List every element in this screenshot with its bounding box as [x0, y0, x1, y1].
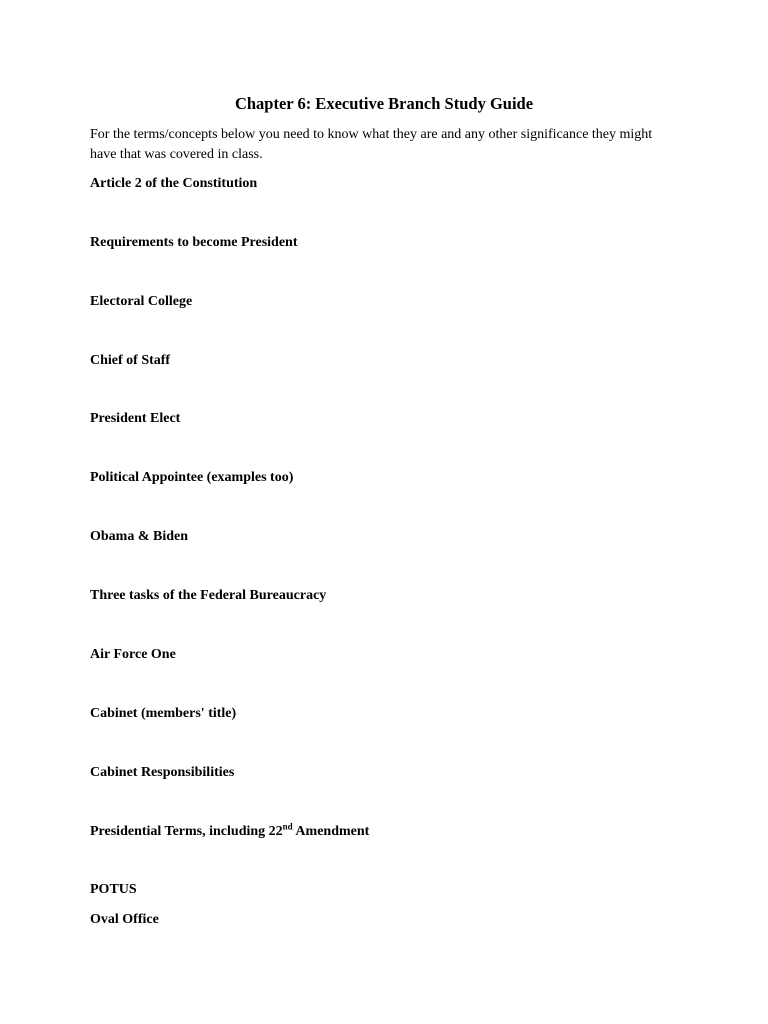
term-item: Cabinet (members' title): [90, 706, 237, 721]
term-item: POTUS: [90, 882, 137, 897]
term-item: Article 2 of the Constitution: [90, 176, 258, 191]
term-item: Obama & Biden: [90, 529, 189, 544]
ordinal-suffix: nd: [282, 821, 293, 832]
term-item: Electoral College: [90, 294, 193, 309]
term-item: President Elect: [90, 411, 181, 426]
term-item-presidential-terms: [90, 823, 369, 841]
term-text-end: Amendment: [292, 824, 370, 839]
term-item: Three tasks of the Federal Bureaucracy: [90, 588, 327, 603]
term-item: Air Force One: [90, 647, 176, 662]
intro-paragraph: For the terms/concepts below you need to know what they are and any other significance they might have that was covered in class.: [90, 127, 653, 162]
term-item: Chief of Staff: [90, 353, 171, 368]
term-item: Requirements to become President: [90, 235, 298, 250]
page-title: Chapter 6: Executive Branch Study Guide: [234, 94, 534, 113]
term-item: Cabinet Responsibilities: [90, 765, 235, 780]
term-item: Oval Office: [90, 912, 159, 927]
term-item: Political Appointee (examples too): [90, 470, 294, 485]
term-text: Presidential Terms, including 22: [90, 824, 283, 839]
